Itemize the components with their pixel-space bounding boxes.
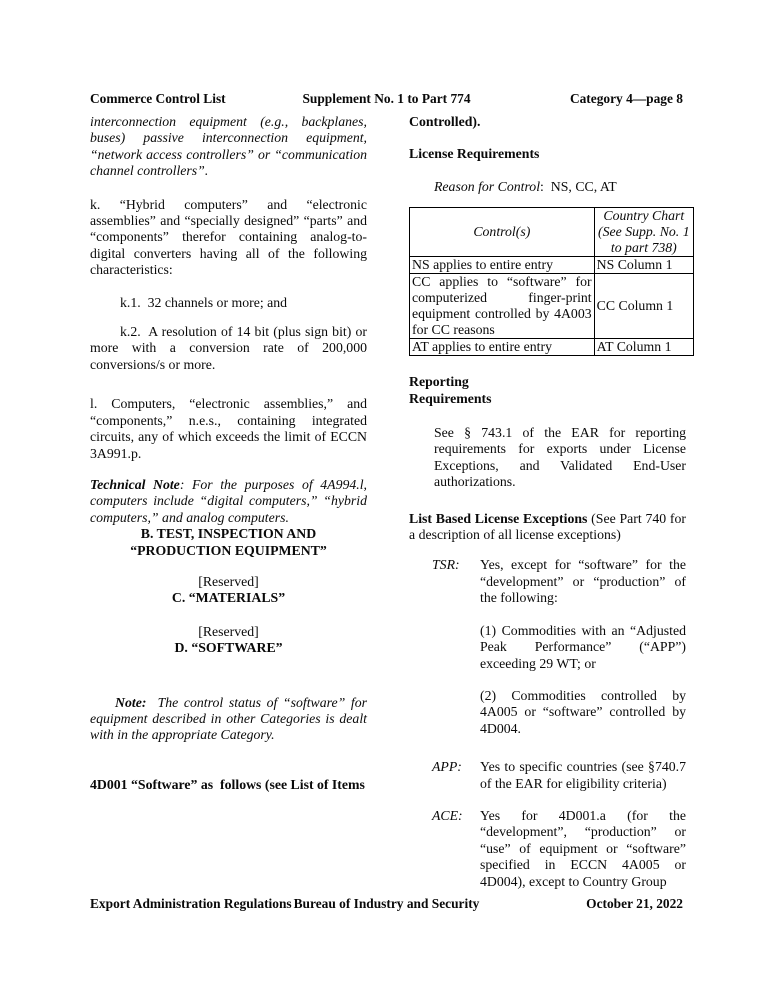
exception-tsr-paragraph: (1) Commodities with an “Adjusted Peak Performance” (“APP”) exceeding 29 WT; or: [480, 622, 686, 671]
right-column: [409, 114, 690, 890]
exception-app-paragraph: Yes to specific countries (see §740.7 of the EAR for eligibility criteria): [480, 759, 686, 791]
technical-note-text: : For the purposes of 4A994.l, computers include “digital computers,” “hybrid computers,” and analog computers.: [90, 476, 367, 525]
paragraph-k1: k.1. 32 channels or more; and: [120, 294, 288, 310]
technical-note: [90, 477, 367, 526]
exception-app: [432, 759, 686, 792]
reason-for-control: [434, 179, 686, 195]
exception-ace-label: ACE:: [432, 807, 463, 823]
page-footer: [90, 896, 683, 911]
paragraph-l: l. Computers, “electronic assemblies,” and “components,” n.e.s., containing integrated circuits, any of which exceeds the limit of ECCN 3A991.p.: [90, 396, 367, 461]
table-header-row: [410, 208, 694, 257]
paragraph-4d001: 4D001 “Software” as follows (see List of Items: [90, 776, 365, 792]
table-cell-control-cc: CC applies to “software” for computerized finger-print equipment controlled by 4A003 for CC reasons: [410, 274, 595, 339]
exception-tsr-paragraph: (2) Commodities controlled by 4A005 or “software” controlled by 4D004.: [480, 687, 686, 736]
paragraph-k2: k.2. A resolution of 14 bit (plus sign bit) or more with a conversion rate of 200,000 conversions/s or more.: [90, 324, 367, 372]
table-cell-chart-cc: CC Column 1: [594, 274, 693, 339]
reporting-requirements-heading: Reporting Requirements: [409, 374, 492, 406]
note-paragraph: [90, 695, 367, 744]
table-cell-control-ns: NS applies to entire entry: [410, 257, 595, 274]
footer-center: Bureau of Industry and Security: [293, 896, 480, 911]
exception-tsr: [432, 557, 686, 737]
paragraph-k: k. “Hybrid computers” and “electronic assemblies” and “specially designed” “parts” and “components” therefor containing analog-to-digital converters having all of the following characteristics:: [90, 196, 367, 278]
table-cell-chart-ns: NS Column 1: [594, 257, 693, 274]
list-based-text: (See Part 740 for a description of all license exceptions): [409, 510, 686, 543]
controlled-line: Controlled).: [409, 114, 481, 129]
header-left: Commerce Control List: [90, 91, 226, 106]
exception-app-text: [480, 759, 686, 792]
reserved-c: [Reserved]: [198, 623, 259, 639]
exception-app-label: APP:: [432, 759, 462, 775]
table-cell-control-at: AT applies to entire entry: [410, 339, 595, 356]
table-cell-chart-at: AT Column 1: [594, 339, 693, 356]
note-text: The control status of “software” for equipment described in other Categories is dealt with in the appropriate Category.: [90, 694, 367, 743]
exception-tsr-label: TSR:: [432, 557, 460, 573]
left-column: [90, 114, 367, 793]
list-based-license-exceptions: [409, 511, 686, 544]
table-header-controls: Control(s): [410, 208, 595, 257]
reporting-requirements-text: See § 743.1 of the EAR for reporting requirements for exports under License Exceptions, and Validated End-User authorizations.: [434, 425, 686, 490]
table-row: [410, 257, 694, 274]
exception-tsr-paragraph: Yes, except for “software” for the “development” or “production” of the following:: [480, 557, 686, 606]
exception-ace-paragraph: Yes for 4D001.a (for the “development”, “production” or “use” of equipment or “software” specified in ECCN 4A005 or 4D004), except to Country Group: [480, 807, 686, 889]
exception-ace-text: [480, 808, 686, 890]
footer-left: Export Administration Regulations: [90, 896, 292, 911]
exception-tsr-text: [480, 557, 686, 737]
heading-section-d: D. “SOFTWARE”: [174, 640, 283, 656]
table-row: [410, 339, 694, 356]
exception-ace: [432, 808, 686, 890]
header-center: Supplement No. 1 to Part 774: [302, 91, 471, 106]
list-based-label: List Based License Exceptions: [409, 510, 588, 526]
note-label: Note:: [115, 694, 147, 710]
table-row: [410, 274, 694, 339]
heading-section-c: C. “MATERIALS”: [171, 590, 286, 606]
license-requirements-heading: License Requirements: [409, 146, 540, 162]
page-header: [90, 91, 683, 106]
reason-label: Reason for Control: [434, 178, 541, 194]
heading-section-b: B. TEST, INSPECTION AND “PRODUCTION EQUIPMENT”: [130, 526, 327, 558]
footer-right: October 21, 2022: [586, 896, 683, 911]
table-header-country-chart: Country Chart (See Supp. No. 1 to part 738): [594, 208, 693, 257]
paragraph-interconnection: interconnection equipment (e.g., backplanes, buses) passive interconnection equipment, “network access controllers” or “communication channel controllers”.: [90, 114, 367, 179]
reason-value: : NS, CC, AT: [540, 178, 617, 194]
header-right: Category 4—page 8: [569, 91, 683, 106]
technical-note-label: Technical Note: [90, 476, 180, 492]
reserved-b: [Reserved]: [198, 573, 259, 589]
license-requirements-table: [409, 207, 694, 356]
